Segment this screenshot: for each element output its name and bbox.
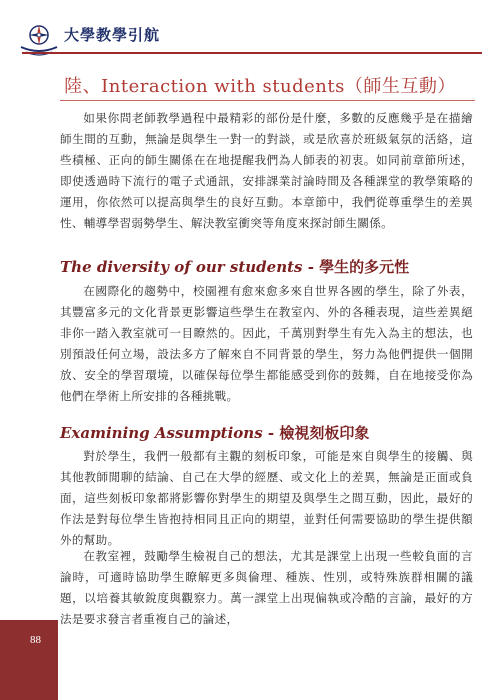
chapter-title: 陸、Interaction with students（師生互動） <box>64 76 456 97</box>
page-header <box>0 0 500 62</box>
section-heading-assumptions-en: Examining Assumptions - <box>60 424 280 442</box>
diversity-paragraph: 在國際化的趨勢中，校園裡有愈來愈多來自世界各國的學生，除了外表，其豐富多元的文化背景更影響這些學生在教室內、外的各種表現，這些差異絕非你一踏入教室就可一目瞭然的。因此，千萬別對學生有先入為主的想法，也別預設任何立場，設法多方了解來自不同背景的學生，努力為他們提供一個開放、安全的學習環境，以確保每位學生都能感受到你的鼓舞，自在地接受你為他們在學術上所安排的各種挑戰。 <box>60 284 473 403</box>
section-heading-diversity-en: The diversity of our students - <box>60 258 320 276</box>
section-heading-diversity-zh: 學生的多元性 <box>319 258 410 276</box>
header-title: 大學教學引航 <box>64 26 161 44</box>
assumptions-paragraph-2: 在教室裡，鼓勵學生檢視自己的想法，尤其是課堂上出現一些較負面的言論時，可適時協助學生瞭解更多與倫理、種族、性別，或特殊族群相關的議題，以培養其敏銳度與觀察力。萬一課堂上出現偏執或冷酷的言論，最好的方法是要求發言者重複自己的論述， <box>60 549 473 626</box>
intro-paragraph: 如果你問老師教學過程中最精彩的部份是什麼，多數的反應幾乎是在描繪師生間的互動，無論是與學生一對一的對談，或是欣喜於班級氣氛的活絡，這些積極、正向的師生關係在在地提醒我們為人師表的初衷。如同前章節所述，即使透過時下流行的電子式通訊，安排課業討論時間及各種課堂的教學策略的運用，你依然可以提高與學生的良好互動。本章節中，我們從尊重學生的差異性、輔導學習弱勢學生、解決教室衝突等角度來探討師生關係。 <box>60 111 473 230</box>
section-heading-assumptions-zh: 檢視刻板印象 <box>279 424 370 442</box>
section-heading-diversity <box>60 256 480 277</box>
header-divider <box>22 52 482 54</box>
section-heading-assumptions <box>60 422 480 443</box>
chapter-title-divider <box>60 100 475 101</box>
page-number-bar <box>0 620 58 700</box>
page-number: 88 <box>30 634 41 646</box>
assumptions-paragraph-1: 對於學生，我們一般都有主觀的刻板印象，可能是來自與學生的接觸、與其他教師閒聊的結論、自己在大學的經歷、或文化上的差異，無論是正面或負面，這些刻板印象都將影響你對學生的期望及與學生之間互動，因此，最好的作法是對每位學生皆抱持相同且正向的期望，並對任何需要協助的學生提供額外的幫助。 <box>60 449 473 547</box>
